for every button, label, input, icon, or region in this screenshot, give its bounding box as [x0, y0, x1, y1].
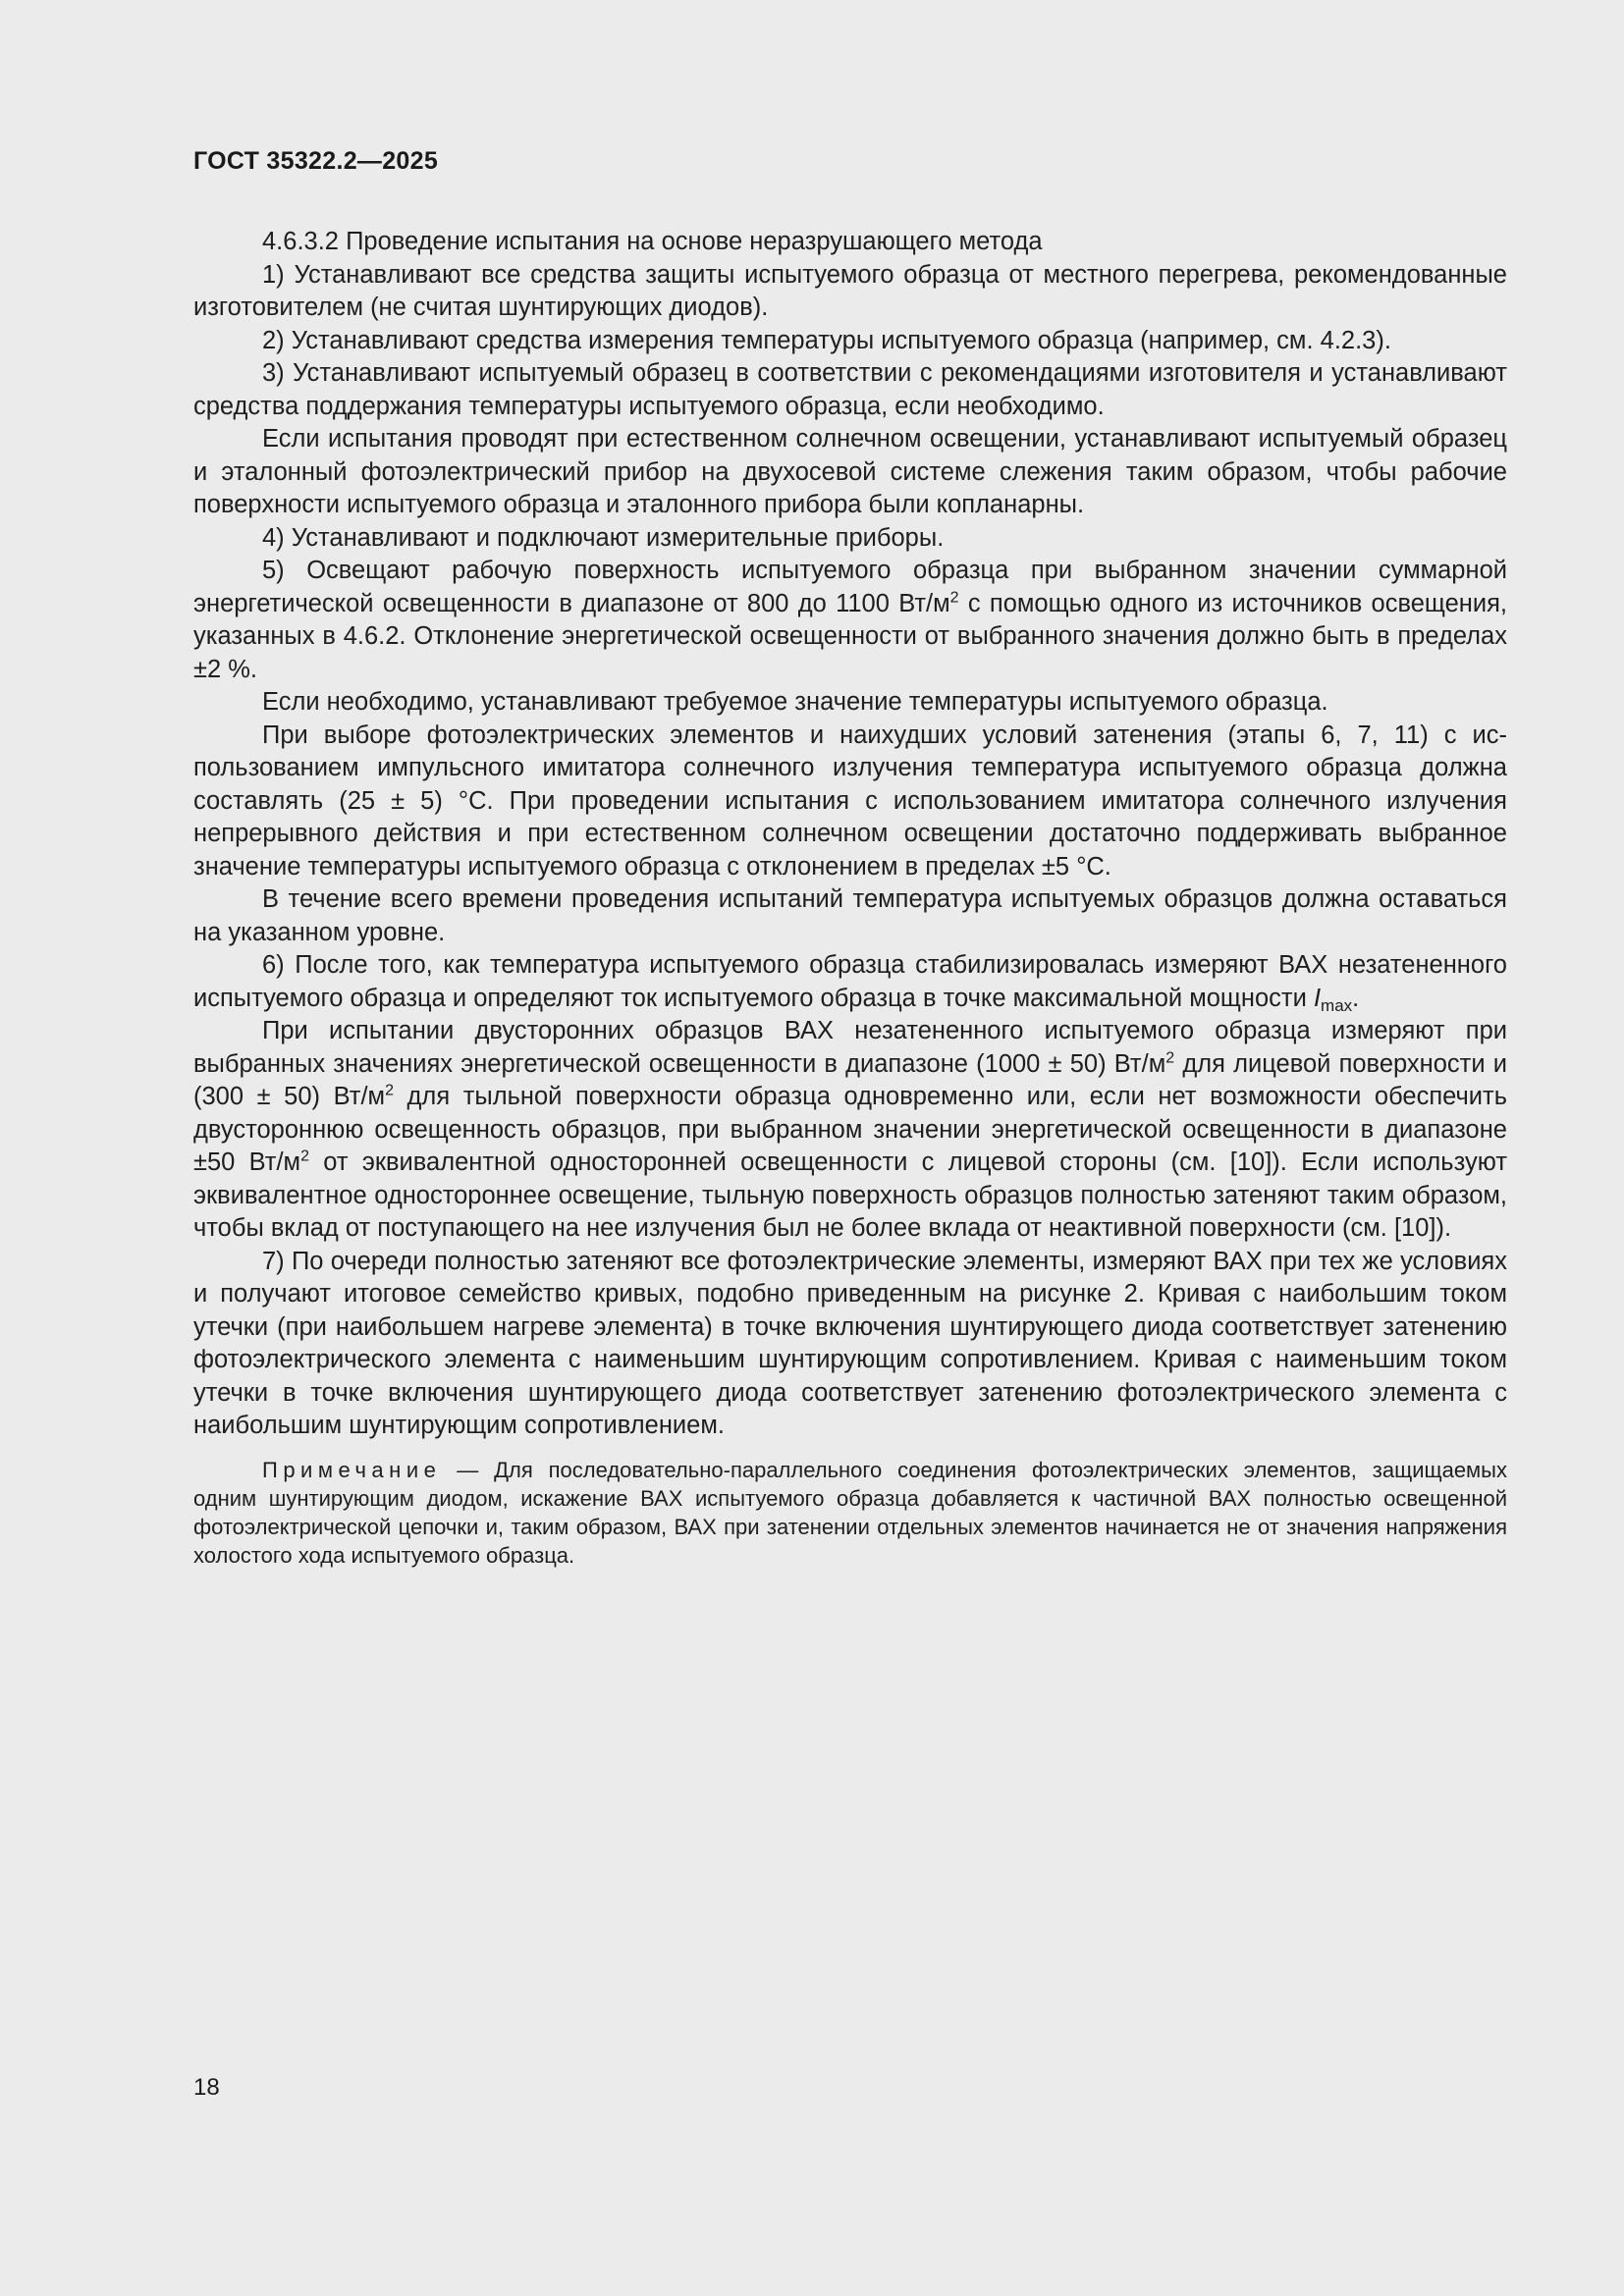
- note-block: [193, 1456, 1507, 1570]
- variable-i: I: [1313, 984, 1322, 1012]
- text-run: с помощью одного из источников освещения, указанных в 4.6.2. Отклонение энергетической освещенности от выбранного значения должно быть в пределах ±2 %.: [193, 589, 1507, 683]
- text-run: от эквивалентной односторонней освещенности с лицевой стороны (см. [10]). Если используют эквивалентное одностороннее освещение, тыльную поверхность образцов полностью затеняют таким образом, чтобы вклад от поступающего на нее излучения был не более вклада от неактивной поверхности (см. [10]).: [193, 1148, 1507, 1242]
- paragraph-temperature-setting: Если необходимо, устанавливают требуемое значение температуры испытуемого образца.: [262, 688, 1328, 716]
- text-run: для лицевой поверхности и (300 ± 50) Вт/м: [193, 1049, 1508, 1110]
- paragraph-step-4: 4) Устанавливают и подключают измерительные приборы.: [262, 523, 945, 552]
- paragraph-step-7: 7) По очереди полностью затеняют все фотоэлектрические элементы, измеряют ВАХ при тех же условиях и получают итоговое семейство кривых, подобно приведенным на рисунке 2. Кривая с наибольшим током утечки (при наибольшем нагреве элемента) в точке включения шунтирующего диода соответствует затенению фотоэлектрического элемента с наименьшим шунтирующим сопротивлением. Кривая с наименьшим током утечки в точке включения шунтирующего диода соответствует затенению фотоэлектрического элемента с наибольшим шунтирующим сопротивлением.: [193, 1247, 1507, 1439]
- text-run: 6) После того, как температура испытуемого образца стабилизировалась измеряют ВАХ незатененного испытуемого образца и определяют ток испытуемого образца в точке максимальной мощности: [193, 951, 1507, 1012]
- note-label: Примечание: [262, 1457, 442, 1482]
- document-code-header: ГОСТ 35322.2—2025: [193, 147, 439, 175]
- paragraph-temperature-hold: В течение всего времени проведения испытаний температура испытуемых образцов должна оставаться на указанном уровне.: [193, 885, 1507, 946]
- text-run: 5) Освещают рабочую поверхность испытуемого образца при выбранном значении суммарной энергетической освещенности в диапазоне от 800 до 1100 Вт/м: [193, 557, 1507, 617]
- paragraph-cell-selection: При выборе фотоэлектрических элементов и наихудших условий затенения (этапы 6, 7, 11) с использованием импульсного имитатора солнечного излучения температура испытуемого образца должна составлять (25 ± 5) °С. При проведении испытания с использованием имитатора солнечного излучения непрерывного действия и при естественном солнечном освещении достаточно поддерживать выбранное значение температуры испытуемого образца с отклонением в пределах ±5 °С.: [193, 721, 1507, 881]
- page-number: 18: [193, 2074, 220, 2101]
- document-body: [193, 226, 1507, 1570]
- superscript: 2: [1165, 1048, 1175, 1066]
- note-text: Для последовательно-параллельного соединения фотоэлектрических элементов, защищаемых одним шунтирующим диодом, искажение ВАХ испытуемого образца добавляется к частичной ВАХ полностью освещенной фотоэлектрической цепочки и, таким образом, ВАХ при затенении отдельных элементов начинается не от значения напряжения холостого хода испытуемого образца.: [193, 1457, 1507, 1568]
- paragraph-natural-light: Если испытания проводят при естественном солнечном освещении, устанавливают испытуемый образец и эталонный фотоэлектрический прибор на двухосевой системе слежения таким образом, чтобы рабочие поверхности испытуемого образца и эталонного прибора были копланарны.: [193, 425, 1507, 518]
- text-run: .: [1352, 984, 1360, 1012]
- subscript: max: [1321, 995, 1353, 1015]
- paragraph-step-2: 2) Устанавливают средства измерения температуры испытуемого образца (например, см. 4.2.3).: [262, 326, 1391, 354]
- paragraph-step-6: [193, 949, 1507, 1015]
- superscript: 2: [949, 588, 959, 606]
- superscript: 2: [385, 1082, 394, 1099]
- superscript: 2: [300, 1148, 309, 1165]
- section-heading-4-6-3-2: 4.6.3.2 Проведение испытания на основе неразрушающего метода: [262, 228, 1043, 255]
- paragraph-step-3: 3) Устанавливают испытуемый образец в соответствии с рекомендациями изготовителя и устанавливают средства поддержания температуры испытуемого образца, если необходимо.: [193, 359, 1507, 420]
- paragraph-step-1: 1) Устанавливают все средства защиты испытуемого образца от местного перегрева, рекомендованные изготовителем (не считая шунтирующих диодов).: [193, 260, 1507, 321]
- text-run: При испытании двусторонних образцов ВАХ незатененного испытуемого образца измеряют при выбранных значениях энергетической освещенности в диапазоне (1000 ± 50) Вт/м: [193, 1017, 1507, 1078]
- text-run: для тыльной поверхности образца одновременно или, если нет возможности обеспечить двустороннюю освещенность образцов, при выбранном значении энергетической освещенности в диапазоне ±50 Вт/м: [193, 1083, 1507, 1176]
- note-dash: —: [441, 1457, 495, 1482]
- paragraph-bifacial: [193, 1015, 1507, 1246]
- paragraph-step-5: [193, 555, 1507, 686]
